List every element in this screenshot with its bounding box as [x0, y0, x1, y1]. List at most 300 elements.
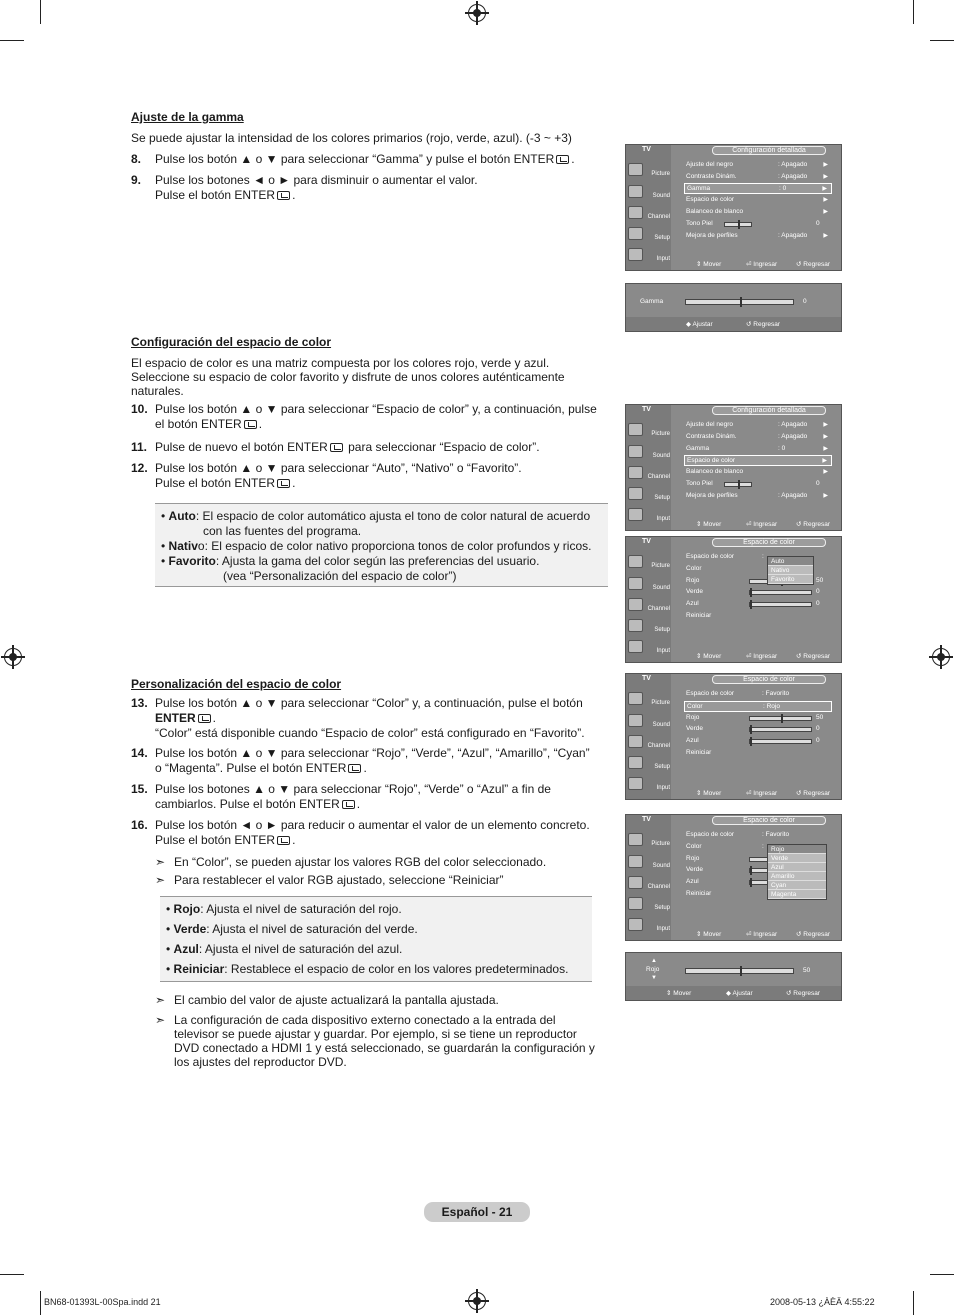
osd-row[interactable] — [684, 172, 832, 183]
dropdown-option[interactable]: Favorito — [768, 575, 813, 584]
osd-tv-label: TV — [642, 146, 651, 153]
osd-nav-bar — [671, 519, 841, 530]
osd-nav-move: ⇕ Mover — [666, 990, 692, 997]
osd-nav-move: ⇕ Mover — [696, 653, 722, 660]
osd-row-value: 0 — [816, 600, 820, 607]
color-space-options-dropdown — [767, 556, 814, 585]
slider-knob[interactable] — [738, 220, 740, 229]
osd-row-label: Contraste Dinám. — [686, 173, 737, 180]
osd-nav-text: Regresar — [803, 653, 830, 660]
osd-nav-move: ⇕ Mover — [696, 521, 722, 528]
enter-icon — [348, 764, 361, 773]
osd-row-value: 50 — [816, 577, 824, 584]
osd-row-label: Espacio de color — [686, 196, 735, 203]
osd-row-label: Espacio de color — [687, 457, 736, 464]
step-text: Pulse los botones ◄ o ► para disminuir o aumentar el valor. — [155, 173, 478, 187]
osd-title: Configuración detallada — [712, 146, 826, 155]
osd-row-value: 0 — [816, 480, 820, 487]
arrow-right-icon: ▶ — [822, 458, 827, 464]
osd-title: Configuración detallada — [712, 406, 826, 415]
step-text: Pulse los botón ▲ o ▼ para seleccionar “Espacio de color” y, a continuación, pulse — [155, 402, 597, 416]
slider-knob[interactable] — [740, 297, 742, 307]
osd-row-value: : Rojo — [763, 703, 780, 710]
osd-side-label: Sound — [652, 193, 670, 199]
osd-nav-adjust: ◆ Ajustar — [726, 990, 753, 997]
red-slider[interactable] — [685, 968, 794, 974]
osd-nav-text: Regresar — [803, 931, 830, 938]
slider-knob[interactable] — [750, 878, 752, 887]
option-key: Rojo — [173, 902, 201, 916]
option-text: (vea “Personalización del espacio de color”) — [223, 569, 457, 583]
osd-nav-return: ↺ Regresar — [796, 790, 830, 797]
osd-side-label: Picture — [651, 841, 670, 847]
step-text: o “Magenta”. Pulse el botón ENTER — [155, 761, 347, 775]
osd-side-label: Channel — [647, 214, 670, 220]
crop-mark — [913, 0, 914, 24]
osd-nav-text: Regresar — [753, 321, 780, 328]
osd-row-label: Rojo — [686, 855, 700, 862]
osd-row[interactable] — [684, 611, 832, 622]
crop-mark — [40, 1291, 41, 1315]
slider-knob[interactable] — [740, 966, 742, 976]
osd-row-label: Rojo — [686, 577, 700, 584]
osd-row[interactable] — [684, 491, 832, 502]
osd-nav-move: ⇕ Mover — [696, 790, 722, 797]
osd-row-value: : Apagado — [778, 492, 808, 499]
osd-row[interactable] — [684, 432, 832, 443]
color-options-box — [160, 896, 592, 982]
osd-row-value: : Apagado — [778, 232, 808, 239]
intro-line: Seleccione su espacio de color favorito y disfrute de unos colores auténticamente — [131, 370, 565, 384]
osd-side-label: Picture — [651, 431, 670, 437]
red-value: 50 — [803, 967, 811, 974]
bullet: • — [161, 539, 166, 553]
green-slider[interactable] — [749, 590, 812, 595]
osd-tv-label: TV — [642, 406, 651, 413]
osd-side-label: Input — [656, 785, 670, 791]
option-key: Azul — [173, 942, 199, 956]
osd-row-label: Reiniciar — [686, 890, 712, 897]
osd-row[interactable] — [684, 231, 832, 242]
step-number: 9. — [131, 173, 142, 187]
osd-row[interactable] — [684, 830, 832, 841]
osd-row-value: 0 — [816, 220, 820, 227]
osd-side-label: Input — [656, 516, 670, 522]
osd-row-label: Azul — [686, 600, 699, 607]
step-text: Pulse los botones ▲ o ▼ para seleccionar “Rojo”, “Verde” o “Azul” a fin de — [155, 782, 551, 796]
osd-nav-bar — [671, 259, 841, 270]
step-number: 10. — [131, 402, 148, 416]
osd-nav-text: Regresar — [803, 521, 830, 528]
osd-row-label: Espacio de color — [686, 831, 735, 838]
osd-nav-enter: ⏎ Ingresar — [746, 261, 778, 268]
osd-side-label: Setup — [654, 905, 670, 911]
osd-side-label: Channel — [647, 606, 670, 612]
note-arrow-icon: ➣ — [155, 855, 166, 869]
osd-nav-enter: ⏎ Ingresar — [746, 653, 778, 660]
note-line: DVD conectado a HDMI 1 y está seleccionado, se guardarán la configuración y — [174, 1041, 595, 1055]
gamma-label: Gamma — [640, 298, 664, 305]
arrow-right-icon: ▶ — [822, 186, 827, 192]
osd-nav-bar — [671, 788, 841, 799]
registration-mark-icon — [468, 1292, 486, 1310]
osd-color-space-favorite — [625, 673, 842, 800]
option-text: : Ajusta el nivel de saturación del verde. — [206, 922, 418, 936]
osd-nav-bar — [626, 317, 841, 331]
osd-row-label: Verde — [686, 866, 703, 873]
osd-row-label: Reiniciar — [686, 612, 712, 619]
slider-knob[interactable] — [738, 480, 740, 489]
option-key: Verde — [173, 922, 207, 936]
step-text: Pulse el botón ENTER — [155, 476, 276, 490]
note-line: La configuración de cada dispositivo externo conectado a la entrada del — [174, 1013, 556, 1027]
registration-mark-icon — [932, 648, 950, 666]
osd-nav-text: Ingresar — [753, 931, 778, 938]
enter-icon — [277, 479, 290, 488]
option-green — [166, 922, 418, 937]
osd-side-label: Channel — [647, 884, 670, 890]
osd-row-label: Balanceo de blanco — [686, 208, 744, 215]
osd-detailed-settings-color-space — [625, 404, 842, 531]
osd-row-value: : Favorito — [762, 690, 790, 697]
arrow-up-icon: ▲ — [651, 958, 657, 964]
osd-nav-text: Mover — [703, 261, 722, 268]
osd-nav-bar — [671, 929, 841, 940]
page-number-badge: Español - 21 — [424, 1202, 530, 1222]
slider-knob[interactable] — [750, 600, 752, 609]
osd-title: Espacio de color — [712, 538, 826, 547]
option-key: Reiniciar — [173, 962, 225, 976]
osd-row[interactable] — [684, 207, 832, 218]
osd-row-label: Rojo — [686, 714, 700, 721]
red-slider[interactable] — [749, 716, 812, 721]
osd-row-label: Color — [686, 565, 702, 572]
dropdown-option[interactable]: Auto — [768, 557, 813, 566]
note-text: El cambio del valor de ajuste actualizará la pantalla ajustada. — [174, 993, 499, 1007]
date-slug: 2008-05-13 ¿ÀÈÄ 4:55:22 — [770, 1297, 875, 1307]
osd-row[interactable] — [684, 195, 832, 206]
osd-red-adjust-strip — [625, 952, 842, 1001]
arrow-right-icon: ▶ — [823, 434, 828, 440]
option-text: : Ajusta la gama del color según las preferencias del usuario. — [215, 554, 540, 568]
osd-nav-text: Mover — [703, 521, 722, 528]
option-native — [161, 539, 591, 554]
blue-slider[interactable] — [749, 739, 812, 744]
osd-row-label: Mejora de perfiles — [686, 492, 738, 499]
option-blue — [166, 942, 402, 957]
osd-side-label: Setup — [654, 764, 670, 770]
option-auto — [161, 509, 590, 524]
section-title-color-space: Configuración del espacio de color — [131, 335, 332, 349]
osd-side-label: Sound — [652, 722, 670, 728]
osd-nav-enter: ⏎ Ingresar — [746, 521, 778, 528]
red-slider[interactable] — [749, 857, 769, 862]
osd-row[interactable] — [684, 467, 832, 478]
bullet: • — [166, 942, 171, 956]
option-key: Favorito — [168, 554, 216, 568]
option-text: o: El espacio de color nativo proporciona tonos de color profundos y ricos. — [197, 539, 592, 553]
enter-icon — [330, 443, 343, 452]
section-title-customization: Personalización del espacio de color — [131, 677, 342, 691]
osd-row-label: Color — [687, 703, 703, 710]
osd-side-label: Sound — [652, 863, 670, 869]
osd-row-value: : Apagado — [778, 161, 808, 168]
step-text: Pulse de nuevo el botón ENTER — [155, 440, 328, 454]
option-text: con las fuentes del programa. — [203, 524, 362, 538]
osd-nav-move: ⇕ Mover — [696, 261, 722, 268]
osd-row[interactable] — [684, 479, 832, 490]
arrow-right-icon: ▶ — [823, 209, 828, 215]
step-number: 14. — [131, 746, 148, 760]
osd-nav-text: Ingresar — [753, 653, 778, 660]
slider-knob[interactable] — [750, 866, 752, 875]
osd-nav-text: Mover — [673, 990, 692, 997]
osd-row-value: 0 — [816, 737, 820, 744]
arrow-right-icon: ▶ — [823, 469, 828, 475]
osd-nav-adjust: ◆ Ajustar — [686, 321, 713, 328]
step-text: Pulse los botón ▲ o ▼ para seleccionar “Color” y, a continuación, pulse el botón — [155, 696, 583, 710]
gamma-value: 0 — [803, 298, 807, 305]
osd-nav-enter: ⏎ Ingresar — [746, 931, 778, 938]
step-text: para seleccionar “Espacio de color”. — [348, 440, 540, 454]
step-text: Pulse los botón ▲ o ▼ para seleccionar “Rojo”, “Verde”, “Azul”, “Amarillo”, “Cyan” — [155, 746, 590, 760]
osd-row-label: Color — [686, 843, 702, 850]
osd-row-label: Ajuste del negro — [686, 421, 733, 428]
osd-side-label: Channel — [647, 743, 670, 749]
osd-nav-text: Ajustar — [692, 321, 713, 328]
option-favorite — [161, 554, 539, 569]
arrow-right-icon: ▶ — [823, 422, 828, 428]
dropdown-option[interactable]: Amarillo — [768, 872, 826, 881]
option-reset — [166, 962, 568, 977]
osd-tv-label: TV — [642, 538, 651, 545]
osd-gamma-adjust-strip — [625, 283, 842, 332]
step-text: Pulse los botón ▲ o ▼ para seleccionar “Auto”, “Nativo” o “Favorito”. — [155, 461, 522, 475]
osd-row-selected[interactable] — [684, 455, 832, 466]
osd-row[interactable] — [684, 219, 832, 230]
slider-knob[interactable] — [750, 737, 752, 746]
red-label: Rojo — [646, 966, 660, 973]
enter-icon — [277, 836, 290, 845]
dropdown-option[interactable]: Cyan — [768, 881, 826, 890]
osd-nav-move: ⇕ Mover — [696, 931, 722, 938]
step-text: Pulse el botón ENTER — [155, 833, 276, 847]
dropdown-option[interactable]: Nativo — [768, 566, 813, 575]
enter-icon — [244, 420, 257, 429]
osd-nav-text: Ingresar — [753, 521, 778, 528]
osd-row-value: : Apagado — [778, 173, 808, 180]
bullet: • — [161, 554, 166, 568]
osd-row[interactable] — [684, 689, 832, 700]
osd-side-label: Picture — [651, 563, 670, 569]
osd-detailed-settings-gamma — [625, 144, 842, 271]
slider-knob[interactable] — [750, 725, 752, 734]
osd-row-value: : Apagado — [778, 421, 808, 428]
osd-row-value: : Favorito — [762, 831, 790, 838]
osd-nav-return: ↺ Regresar — [746, 321, 780, 328]
enter-icon — [277, 191, 290, 200]
osd-row-value: : — [762, 843, 764, 850]
osd-title: Espacio de color — [712, 816, 826, 825]
slider-knob[interactable] — [750, 588, 752, 597]
osd-row-label: Azul — [686, 737, 699, 744]
osd-tv-label: TV — [642, 675, 651, 682]
osd-color-space-dropdown — [625, 536, 842, 663]
registration-mark-icon — [468, 4, 486, 22]
note-text: Para restablecer el valor RGB ajustado, seleccione “Reiniciar” — [174, 873, 504, 887]
step-text: ENTER — [155, 711, 196, 725]
osd-side-label: Setup — [654, 235, 670, 241]
osd-row-label: Reiniciar — [686, 749, 712, 756]
arrow-right-icon: ▶ — [823, 197, 828, 203]
intro-line: El espacio de color es una matriz compuesta por los colores rojo, verde y azul. — [131, 356, 550, 370]
osd-nav-text: Mover — [703, 790, 722, 797]
osd-nav-return: ↺ Regresar — [796, 931, 830, 938]
osd-nav-bar — [626, 986, 841, 1000]
step-number: 11. — [131, 440, 148, 454]
option-key: Auto — [168, 509, 196, 523]
osd-row[interactable] — [684, 748, 832, 759]
intro-line: naturales. — [131, 384, 184, 398]
step-number: 15. — [131, 782, 148, 796]
enter-icon — [342, 800, 355, 809]
osd-nav-text: Ingresar — [753, 261, 778, 268]
crop-mark — [930, 1274, 954, 1275]
enter-icon — [198, 714, 211, 723]
osd-nav-text: Regresar — [793, 990, 820, 997]
note-line: los ajustes del reproductor DVD. — [174, 1055, 347, 1069]
osd-nav-text: Ajustar — [732, 990, 753, 997]
osd-side-label: Setup — [654, 495, 670, 501]
option-text: : Ajusta el nivel de saturación del rojo. — [200, 902, 402, 916]
crop-mark — [0, 40, 24, 41]
crop-mark — [913, 1291, 914, 1315]
osd-row-label: Espacio de color — [686, 553, 735, 560]
dropdown-option[interactable]: Magenta — [768, 890, 826, 899]
dropdown-option[interactable]: Azul — [768, 863, 826, 872]
osd-row[interactable] — [684, 444, 832, 455]
osd-side-label: Input — [656, 926, 670, 932]
blue-slider[interactable] — [749, 880, 769, 885]
option-text: : Ajusta el nivel de saturación del azul. — [198, 942, 403, 956]
osd-row[interactable] — [684, 420, 832, 431]
osd-nav-text: Mover — [703, 931, 722, 938]
section-title-gamma: Ajuste de la gamma — [131, 110, 244, 124]
green-slider[interactable] — [749, 868, 769, 873]
osd-row-selected[interactable] — [684, 701, 832, 712]
option-red — [166, 902, 402, 917]
bullet: • — [161, 509, 166, 523]
file-slug: BN68-01393L-00Spa.indd 21 — [44, 1297, 161, 1307]
osd-title: Espacio de color — [712, 675, 826, 684]
osd-nav-text: Ingresar — [753, 790, 778, 797]
crop-mark — [0, 1274, 24, 1275]
osd-color-dropdown — [625, 814, 842, 941]
osd-row-label: Espacio de color — [686, 690, 735, 697]
dropdown-option[interactable]: Verde — [768, 854, 826, 863]
osd-row[interactable] — [684, 160, 832, 171]
step-text: el botón ENTER — [155, 417, 242, 431]
gamma-intro: Se puede ajustar la intensidad de los colores primarios (rojo, verde, azul). (-3 ~ +3) — [131, 131, 572, 145]
step-number: 13. — [131, 696, 148, 710]
bullet: • — [166, 962, 171, 976]
osd-row-value: 0 — [816, 588, 820, 595]
osd-row-label: Azul — [686, 878, 699, 885]
osd-skin-tone-slider[interactable] — [724, 222, 752, 227]
osd-nav-text: Regresar — [803, 261, 830, 268]
registration-mark-icon — [4, 648, 22, 666]
osd-nav-enter: ⏎ Ingresar — [746, 790, 778, 797]
osd-row-label: Ajuste del negro — [686, 161, 733, 168]
osd-side-label: Input — [656, 256, 670, 262]
gamma-slider[interactable] — [685, 299, 794, 305]
osd-nav-bar — [671, 651, 841, 662]
osd-row-value: : Apagado — [778, 433, 808, 440]
slider-knob[interactable] — [781, 714, 783, 723]
note-line: televisor se puede ajustar y guardar. Por ejemplo, si se tiene un reproductor — [174, 1027, 577, 1041]
step-number: 12. — [131, 461, 148, 475]
blue-slider[interactable] — [749, 602, 812, 607]
crop-mark — [40, 0, 41, 24]
osd-nav-return: ↺ Regresar — [796, 261, 830, 268]
osd-row-label: Verde — [686, 725, 703, 732]
osd-side-label: Input — [656, 648, 670, 654]
osd-row-selected[interactable] — [684, 183, 832, 194]
color-space-intro — [131, 356, 611, 398]
osd-row-label: Gamma — [686, 445, 710, 452]
osd-row-label: Balanceo de blanco — [686, 468, 744, 475]
dropdown-option[interactable]: Rojo — [768, 845, 826, 854]
osd-tv-label: TV — [642, 816, 651, 823]
osd-side-label: Setup — [654, 627, 670, 633]
osd-side-label: Picture — [651, 700, 670, 706]
osd-skin-tone-slider[interactable] — [724, 482, 752, 487]
step-text: Pulse el botón ENTER — [155, 188, 276, 202]
arrow-right-icon: ▶ — [823, 446, 828, 452]
osd-side-label: Sound — [652, 453, 670, 459]
arrow-right-icon: ▶ — [823, 493, 828, 499]
arrow-right-icon: ▶ — [823, 174, 828, 180]
arrow-right-icon: ▶ — [823, 162, 828, 168]
osd-row-value: 50 — [816, 714, 824, 721]
color-options-dropdown — [767, 844, 827, 900]
osd-row-label: Gamma — [687, 185, 711, 192]
osd-side-label: Picture — [651, 171, 670, 177]
note-text — [174, 1013, 595, 1069]
crop-mark — [930, 40, 954, 41]
step-text: Pulse los botón ▲ o ▼ para seleccionar “Gamma” y pulse el botón ENTER — [155, 152, 555, 166]
step-text: “Color” está disponible cuando “Espacio de color” está configurado en “Favorito”. — [155, 726, 585, 740]
green-slider[interactable] — [749, 727, 812, 732]
osd-row-label: Mejora de perfiles — [686, 232, 738, 239]
osd-nav-return: ↺ Regresar — [786, 990, 820, 997]
note-arrow-icon: ➣ — [155, 873, 166, 887]
step-text: cambiarlos. Pulse el botón ENTER — [155, 797, 340, 811]
osd-nav-return: ↺ Regresar — [796, 653, 830, 660]
step-number: 8. — [131, 152, 142, 166]
color-space-options-box — [155, 503, 608, 587]
osd-row-value: : 0 — [778, 445, 786, 452]
osd-row-value: : — [762, 553, 764, 560]
osd-side-label: Channel — [647, 474, 670, 480]
osd-row-label: Contraste Dinám. — [686, 433, 737, 440]
step-text: Pulse los botón ◄ o ► para reducir o aumentar el valor de un elemento concreto. — [155, 818, 590, 832]
option-key: Nativ — [168, 539, 198, 553]
note-arrow-icon: ➣ — [155, 1013, 166, 1027]
osd-row-value: 0 — [816, 725, 820, 732]
step-number: 16. — [131, 818, 148, 832]
osd-row-value: : 0 — [779, 185, 787, 192]
